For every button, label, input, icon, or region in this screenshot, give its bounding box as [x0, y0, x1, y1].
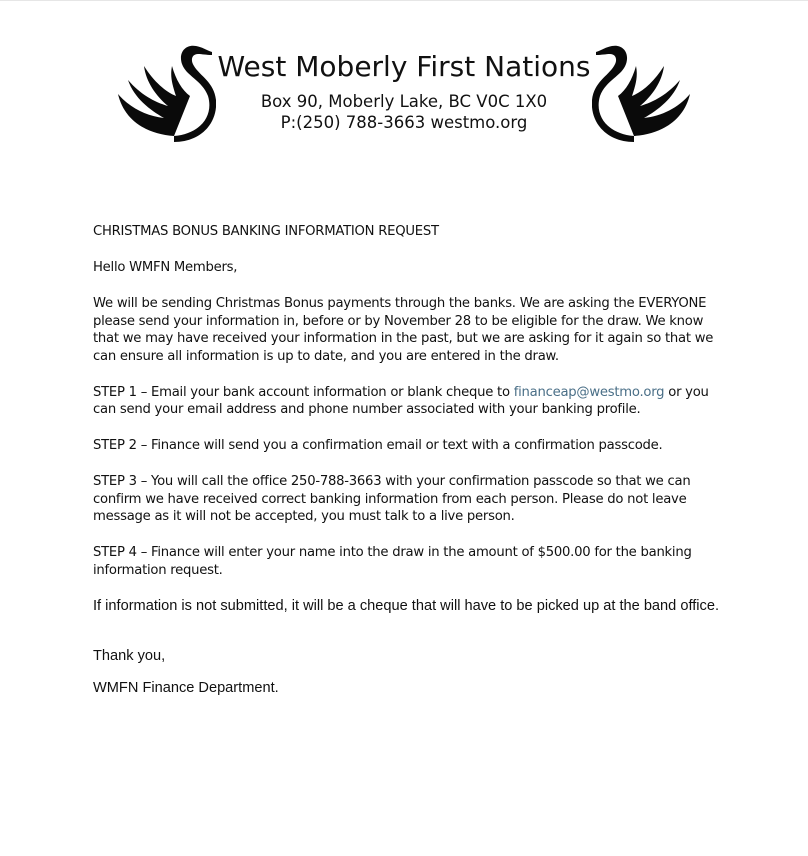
org-address: Box 90, Moberly Lake, BC V0C 1X0 — [260, 92, 548, 111]
intro-paragraph: We will be sending Christmas Bonus payments through the banks. We are asking the EVERYONE please send your information in, before or by November 28 to be eligible for the draw. We know that we may have received your information in the past, but we are asking for it again so that we can ensure all information is up to date, and you are entered in the draw. — [93, 295, 714, 364]
step-1-text-continued: or you can send your email address and phone number associated with your banking profile. — [93, 384, 709, 418]
finance-email-link[interactable]: financeap@westmo.org — [513, 384, 665, 400]
step-3-paragraph: STEP 3 – You will call the office 250-788-3663 with your confirmation passcode so that we can confirm we have received correct banking information from each person. Please do not leave message as it will not be accepted, you must talk to a live person. — [93, 474, 691, 525]
thank-you-line: Thank you, — [93, 648, 166, 665]
swan-icon — [592, 36, 692, 144]
org-contact: P:(250) 788-3663 westmo.org — [280, 113, 528, 132]
letterhead — [0, 30, 808, 150]
letter-body — [93, 223, 721, 698]
letter-greeting: Hello WMFN Members, — [93, 259, 238, 275]
closing-note: If information is not submitted, it will be a cheque that will have to be picked up at the band office. — [93, 598, 720, 615]
signature: WMFN Finance Department. — [93, 680, 279, 697]
swan-icon — [116, 36, 216, 144]
page-top-edge — [0, 0, 808, 1]
letter-heading: CHRISTMAS BONUS BANKING INFORMATION REQUEST — [93, 224, 439, 239]
step-1-text: STEP 1 – Email your bank account information or blank cheque to — [93, 384, 514, 400]
step-1-paragraph — [93, 384, 721, 419]
org-name: West Moberly First Nations — [217, 50, 591, 83]
step-2-paragraph: STEP 2 – Finance will send you a confirmation email or text with a confirmation passcode. — [93, 438, 663, 454]
step-4-paragraph: STEP 4 – Finance will enter your name into the draw in the amount of $500.00 for the banking information request. — [93, 545, 692, 579]
